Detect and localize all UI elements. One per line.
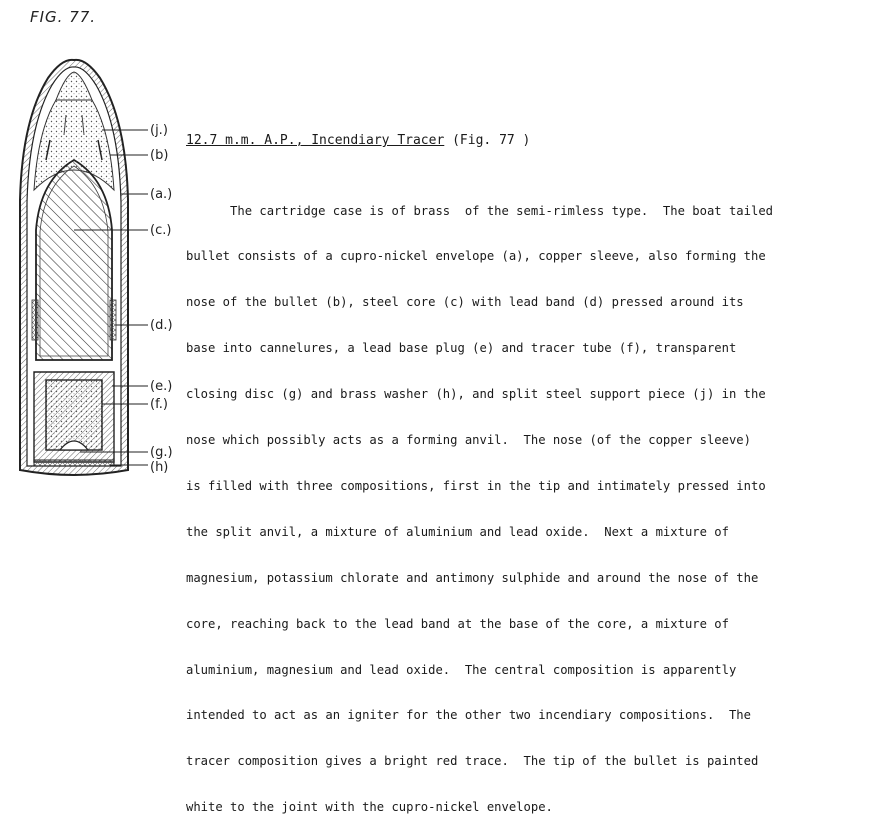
body-line: closing disc (g) and brass washer (h), and split steel support piece (j) in the — [186, 387, 766, 402]
callout-j: (j.) — [150, 123, 168, 138]
body-line: white to the joint with the cupro-nickel envelope. — [186, 800, 553, 815]
body-line: magnesium, potassium chlorate and antimony sulphide and around the nose of the — [186, 570, 759, 585]
document-body — [186, 173, 886, 831]
body-line: bullet consists of a cupro-nickel envelope (a), copper sleeve, also forming the — [186, 249, 766, 264]
callout-f: (f.) — [150, 397, 168, 412]
brass-washer — [34, 460, 114, 466]
callout-e: (e.) — [150, 379, 173, 394]
body-line: nose of the bullet (b), steel core (c) with lead band (d) pressed around its — [186, 295, 744, 310]
steel-core — [36, 160, 112, 360]
body-line: tracer composition gives a bright red trace. The tip of the bullet is painted — [186, 754, 759, 769]
callout-h: (h) — [150, 460, 169, 475]
body-line: intended to act as an igniter for the other two incendiary compositions. The — [186, 708, 751, 723]
body-line: nose which possibly acts as a forming anvil. The nose (of the copper sleeve) — [186, 433, 751, 448]
callout-d: (d.) — [150, 318, 173, 333]
document-title — [186, 133, 530, 148]
body-line: The cartridge case is of brass of the semi-rimless type. The boat tailed — [186, 203, 773, 218]
document-title-figure-ref: (Fig. 77 ) — [444, 133, 531, 148]
body-line: is filled with three compositions, first in the tip and intimately pressed into — [186, 478, 766, 493]
body-line: the split anvil, a mixture of aluminium and lead oxide. Next a mixture of — [186, 524, 729, 539]
document-title-main: 12.7 m.m. A.P., Incendiary Tracer — [186, 133, 445, 148]
bullet-cross-section-diagram — [0, 0, 200, 490]
body-line: base into cannelures, a lead base plug (e) and tracer tube (f), transparent — [186, 341, 737, 356]
callout-a: (a.) — [150, 187, 173, 202]
callout-c: (c.) — [150, 223, 172, 238]
figure-label: FIG. 77. — [30, 8, 97, 26]
callout-g: (g.) — [150, 445, 173, 460]
body-line: aluminium, magnesium and lead oxide. The central composition is apparently — [186, 662, 737, 677]
body-line: core, reaching back to the lead band at the base of the core, a mixture of — [186, 616, 729, 631]
tracer-tube — [46, 380, 102, 450]
callout-b: (b) — [150, 148, 169, 163]
